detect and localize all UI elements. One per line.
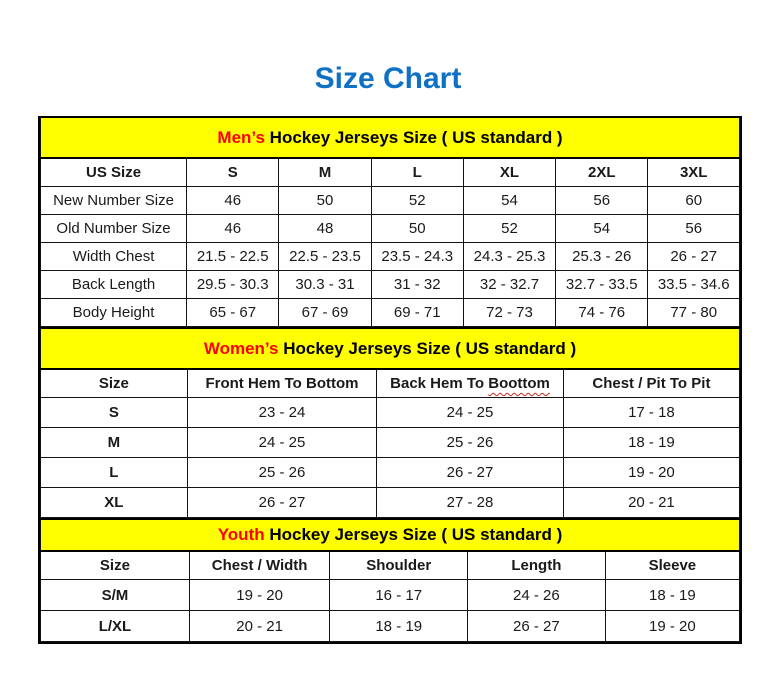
mens-size-value: 54 <box>556 215 648 243</box>
womens-size-value: 24 - 25 <box>377 398 564 428</box>
mens-size-value: 50 <box>371 215 463 243</box>
womens-size-value: 24 - 25 <box>187 428 376 458</box>
youth-data-row <box>41 580 740 611</box>
mens-size-value: 31 - 32 <box>371 271 463 299</box>
womens-section-header <box>41 328 740 369</box>
youth-size-value: 19 - 20 <box>605 611 739 642</box>
youth-row-label: L/XL <box>41 611 190 642</box>
size-tables <box>38 116 742 644</box>
womens-band-row <box>41 328 740 369</box>
womens-data-row <box>41 488 740 518</box>
mens-column-header: 2XL <box>556 158 648 187</box>
womens-row-label: S <box>41 398 188 428</box>
womens-column-header-misspelled-word: Boottom <box>488 375 550 392</box>
womens-header-row <box>41 369 740 398</box>
womens-column-header <box>377 369 564 398</box>
mens-size-value: 67 - 69 <box>279 299 371 327</box>
mens-data-row <box>41 215 740 243</box>
mens-size-value: 65 - 67 <box>187 299 279 327</box>
mens-section-title-rest: Hockey Jerseys Size ( US standard ) <box>264 127 563 147</box>
womens-data-row <box>41 428 740 458</box>
mens-size-value: 56 <box>556 187 648 215</box>
youth-size-value: 19 - 20 <box>189 580 329 611</box>
womens-size-value: 25 - 26 <box>377 428 564 458</box>
womens-column-header: Front Hem To Bottom <box>187 369 376 398</box>
womens-row-label: XL <box>41 488 188 518</box>
youth-band-row <box>41 519 740 551</box>
mens-size-value: 46 <box>187 215 279 243</box>
youth-section-accent: Youth <box>217 525 265 544</box>
size-table-youth <box>40 518 740 642</box>
youth-size-value: 26 - 27 <box>468 611 606 642</box>
mens-size-value: 22.5 - 23.5 <box>279 243 371 271</box>
youth-column-header: Sleeve <box>605 551 739 580</box>
womens-row-label: M <box>41 428 188 458</box>
youth-section-title-rest: Hockey Jerseys Size ( US standard ) <box>264 525 563 544</box>
mens-size-value: 26 - 27 <box>648 243 740 271</box>
mens-size-value: 52 <box>463 215 555 243</box>
womens-data-row <box>41 398 740 428</box>
mens-size-value: 54 <box>463 187 555 215</box>
page-title: Size Chart <box>314 62 462 95</box>
mens-section-header <box>41 118 740 158</box>
womens-column-header-prefix: Back Hem To <box>390 375 489 392</box>
mens-section-accent: Men’s <box>217 127 265 147</box>
mens-row-label: Old Number Size <box>41 215 187 243</box>
womens-column-header: Size <box>41 369 188 398</box>
youth-row-label: S/M <box>41 580 190 611</box>
mens-size-value: 32 - 32.7 <box>463 271 555 299</box>
womens-size-value: 18 - 19 <box>563 428 739 458</box>
youth-column-header: Chest / Width <box>189 551 329 580</box>
mens-size-value: 72 - 73 <box>463 299 555 327</box>
mens-size-value: 50 <box>279 187 371 215</box>
womens-section-title-rest: Hockey Jerseys Size ( US standard ) <box>278 338 577 358</box>
mens-size-value: 48 <box>279 215 371 243</box>
mens-size-value: 21.5 - 22.5 <box>187 243 279 271</box>
youth-size-value: 18 - 19 <box>605 580 739 611</box>
womens-data-row <box>41 458 740 488</box>
mens-column-header: L <box>371 158 463 187</box>
mens-size-value: 23.5 - 24.3 <box>371 243 463 271</box>
mens-size-value: 56 <box>648 215 740 243</box>
mens-row-label: Width Chest <box>41 243 187 271</box>
womens-row-label: L <box>41 458 188 488</box>
mens-size-value: 25.3 - 26 <box>556 243 648 271</box>
mens-size-value: 46 <box>187 187 279 215</box>
size-table-womens <box>40 327 740 518</box>
womens-size-value: 26 - 27 <box>377 458 564 488</box>
youth-column-header: Length <box>468 551 606 580</box>
youth-header-row <box>41 551 740 580</box>
mens-size-value: 32.7 - 33.5 <box>556 271 648 299</box>
womens-size-value: 25 - 26 <box>187 458 376 488</box>
mens-size-value: 60 <box>648 187 740 215</box>
mens-size-value: 30.3 - 31 <box>279 271 371 299</box>
size-table-mens <box>40 118 740 327</box>
youth-size-value: 24 - 26 <box>468 580 606 611</box>
womens-size-value: 19 - 20 <box>563 458 739 488</box>
mens-column-header: S <box>187 158 279 187</box>
mens-size-value: 33.5 - 34.6 <box>648 271 740 299</box>
womens-size-value: 20 - 21 <box>563 488 739 518</box>
mens-column-header: XL <box>463 158 555 187</box>
mens-row-label: Body Height <box>41 299 187 327</box>
mens-column-header: 3XL <box>648 158 740 187</box>
mens-header-row <box>41 158 740 187</box>
youth-data-row <box>41 611 740 642</box>
mens-band-row <box>41 118 740 158</box>
mens-size-value: 77 - 80 <box>648 299 740 327</box>
mens-row-label: Back Length <box>41 271 187 299</box>
youth-size-value: 20 - 21 <box>189 611 329 642</box>
mens-size-value: 69 - 71 <box>371 299 463 327</box>
womens-size-value: 17 - 18 <box>563 398 739 428</box>
mens-data-row <box>41 271 740 299</box>
size-chart-page <box>0 62 776 644</box>
mens-row-label: New Number Size <box>41 187 187 215</box>
womens-column-header: Chest / Pit To Pit <box>563 369 739 398</box>
youth-size-value: 18 - 19 <box>330 611 468 642</box>
womens-size-value: 23 - 24 <box>187 398 376 428</box>
mens-column-header: US Size <box>41 158 187 187</box>
womens-section-accent: Women’s <box>203 338 279 358</box>
mens-data-row <box>41 243 740 271</box>
mens-size-value: 74 - 76 <box>556 299 648 327</box>
youth-size-value: 16 - 17 <box>330 580 468 611</box>
mens-size-value: 52 <box>371 187 463 215</box>
youth-column-header: Shoulder <box>330 551 468 580</box>
mens-data-row <box>41 187 740 215</box>
womens-size-value: 26 - 27 <box>187 488 376 518</box>
mens-data-row <box>41 299 740 327</box>
mens-column-header: M <box>279 158 371 187</box>
womens-size-value: 27 - 28 <box>377 488 564 518</box>
youth-section-header <box>41 519 740 551</box>
mens-size-value: 24.3 - 25.3 <box>463 243 555 271</box>
mens-size-value: 29.5 - 30.3 <box>187 271 279 299</box>
youth-column-header: Size <box>41 551 190 580</box>
